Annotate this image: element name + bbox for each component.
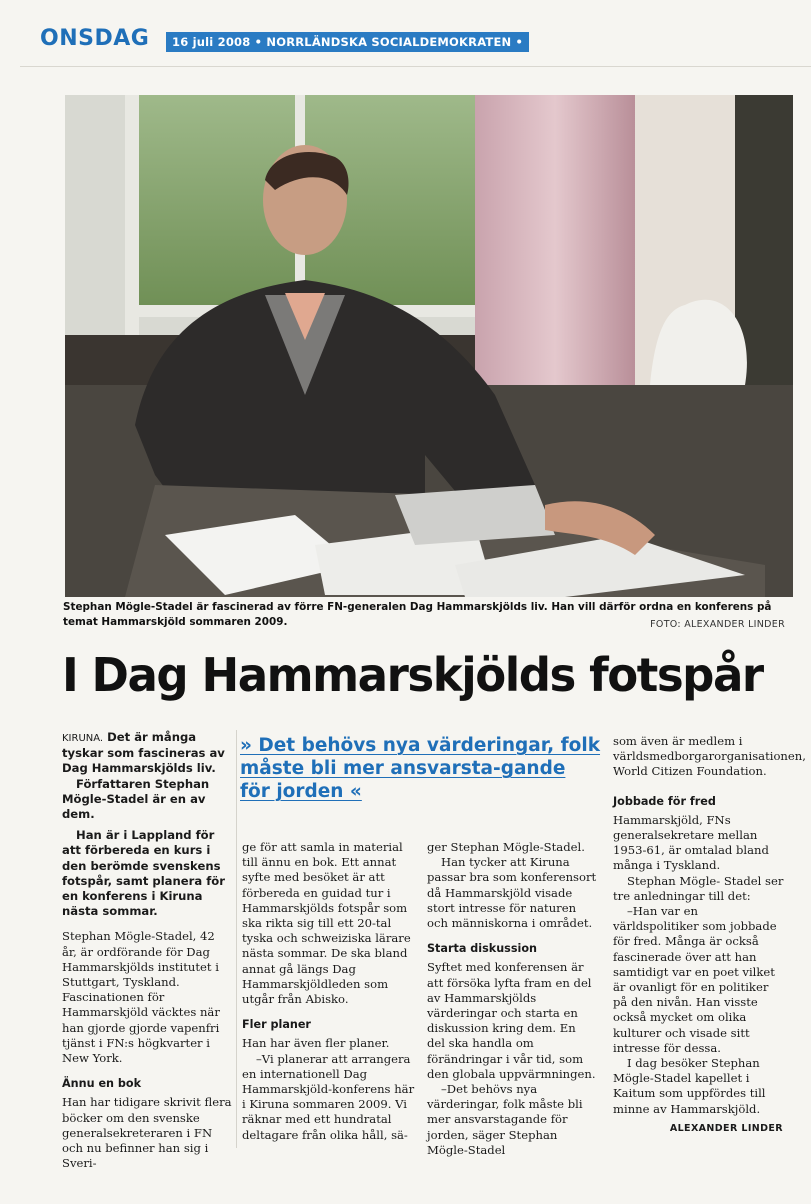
col2-body-2: Han har även fler planer. <box>242 1036 390 1051</box>
column-3 <box>427 840 597 1158</box>
article-photo <box>65 95 793 597</box>
page-header <box>40 24 800 58</box>
ingress-2: Författaren Stephan Mögle-Stadel är en av dem. <box>62 776 210 822</box>
kicker: KIRUNA. <box>62 733 104 744</box>
col4-body-5: I dag besöker Stephan Mögle-Stadel kapellet i Kaitum som uppfördes till minne av Hammarskjöld. <box>613 1056 766 1116</box>
photo-illustration <box>65 95 793 597</box>
pull-quote <box>240 734 600 803</box>
ingress-3: Han är i Lappland för att förbereda en kurs i den berömde svenskens fotspår, samt planera för en konferens i Kiruna nästa sommar. <box>62 828 225 919</box>
col4-body-1: som även är medlem i världsmedborgarorganisationen, World Citizen Foundation. <box>613 734 806 779</box>
pull-quote-text: » Det behövs nya värderingar, folk måste bli mer ansvarsta-gande för jorden « <box>240 735 601 802</box>
column-divider <box>236 730 237 1148</box>
col3-subhead: Starta diskussion <box>427 942 537 956</box>
col2-body-1: ge för att samla in material till ännu en bok. Ett annat syfte med besöket är att förbereda en guidad tur i Hammarskjölds fotspår som ska rikta sig till ett 20-tal tyska och schweiziska lärare nästa sommar. De ska bland annat gå längs Dag Hammarskjöldleden som utgår från Abisko. <box>242 840 411 1007</box>
column-4 <box>613 734 806 1117</box>
article-headline: I Dag Hammarskjölds fotspår <box>62 648 763 702</box>
col3-body-3: Syftet med konferensen är att försöka lyfta fram en del av Hammarskjölds värderingar och starta en diskussion kring dem. En del ska handla om förändringar i vår tid, som den globala uppvärmningen. <box>427 960 596 1081</box>
col1-body-1: Stephan Mögle-Stadel, 42 år, är ordförande för Dag Hammarskjölds institutet i Stuttgart, Tyskland. Fascinationen för Hammarskjöld väcktes när han gjorde gjorde vapenfri tjänst i FN:s högkvarter i New York. <box>62 929 220 1066</box>
column-1 <box>62 730 232 1171</box>
weekday-label: ONSDAG <box>40 26 150 51</box>
col4-body-2: Hammarskjöld, FNs generalsekretare mellan 1953-61, är omtalad bland många i Tyskland. <box>613 812 769 873</box>
col2-subhead: Fler planer <box>242 1018 311 1032</box>
col4-subhead: Jobbade för fred <box>613 794 716 808</box>
column-2 <box>242 840 418 1143</box>
col3-body-2: Han tycker att Kiruna passar bra som konferensort då Hammarskjöld visade stort intresse för naturen och människorna i området. <box>427 855 597 931</box>
col3-body-1: ger Stephan Mögle-Stadel. <box>427 840 585 854</box>
col1-subhead: Ännu en bok <box>62 1077 142 1091</box>
ingress-1 <box>62 730 232 777</box>
dateline-bar: 16 juli 2008 • NORRLÄNDSKA SOCIALDEMOKRATEN • <box>166 32 529 52</box>
byline: ALEXANDER LINDER <box>669 1123 783 1134</box>
photo-caption: Stephan Mögle-Stadel är fascinerad av förre FN-generalen Dag Hammarskjölds liv. Han vill därför ordna en konferens på temat Hammarskjöld sommaren 2009. <box>63 601 772 628</box>
col2-body-3: –Vi planerar att arrangera en internationell Dag Hammarskjöld-konferens här i Kiruna sommaren 2009. Vi räknar med ett hundratal deltagare från olika håll, sä- <box>242 1051 415 1142</box>
col4-body-4: –Han var en världspolitiker som jobbade för fred. Många är också fascinerade över att han samtidigt var en poet vilket är ovanligt för en politiker på den nivån. Han visste också mycket om olika kulturer och visade sitt intresse för dessa. <box>613 904 777 1055</box>
header-rule <box>20 66 811 67</box>
col3-body-4: –Det behövs nya värderingar, folk måste bli mer ansvarstagande för jorden, säger Stephan Mögle-Stadel <box>427 1082 583 1157</box>
col4-body-3: Stephan Mögle- Stadel ser tre anledningar till det: <box>613 873 784 903</box>
ingress-1-text: Det är många tyskar som fascineras av Dag Hammarskjölds liv. <box>62 730 225 776</box>
col1-body-2: Han har tidigare skrivit flera böcker om den svenske generalsekreteraren i FN och nu befinner han sig i Sveri- <box>62 1095 232 1171</box>
photo-credit: FOTO: ALEXANDER LINDER <box>650 619 785 630</box>
